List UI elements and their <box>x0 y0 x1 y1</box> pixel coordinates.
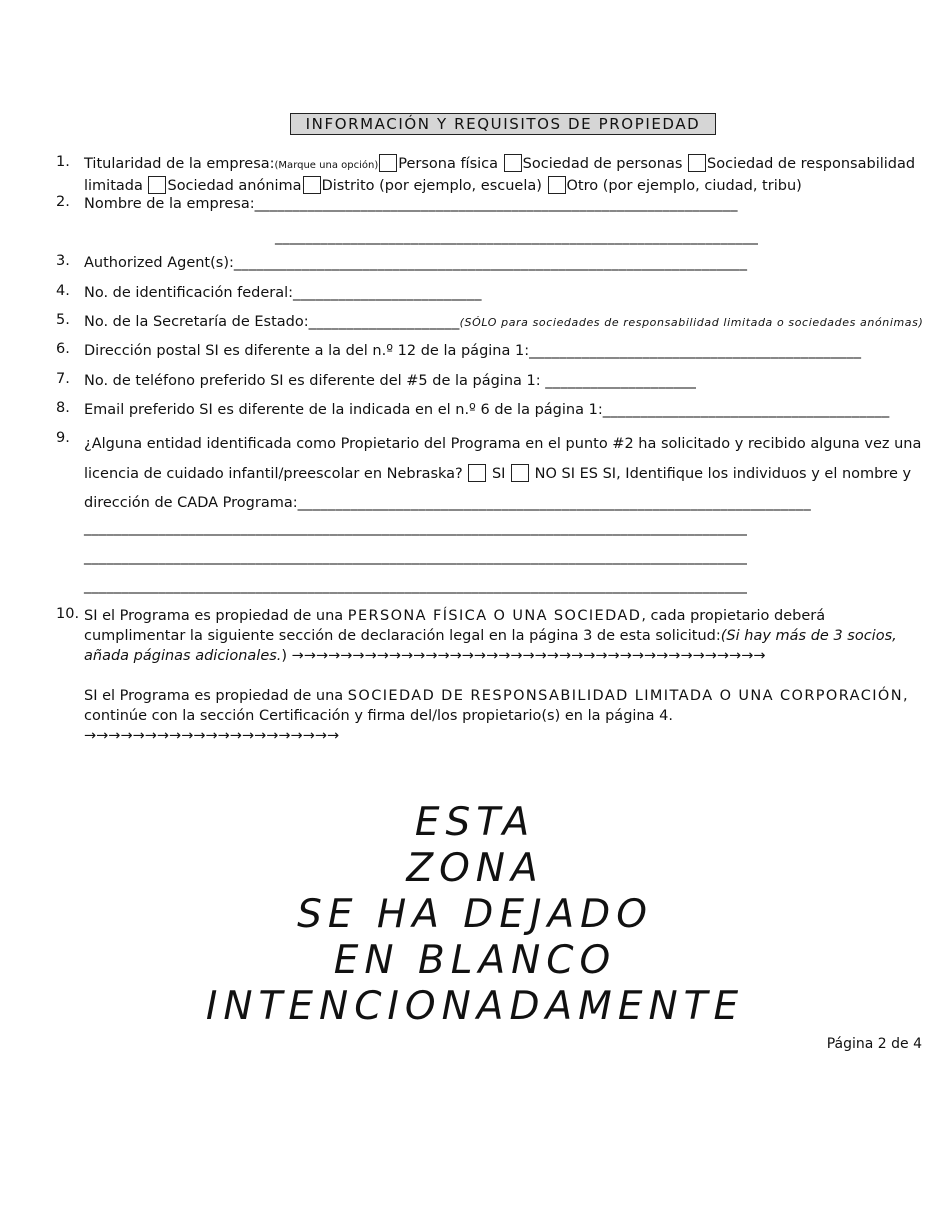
notice-line: INTENCIONADAMENTE <box>205 984 745 1029</box>
sos-note: (SÓLO para sociedades de responsabilidad limitada o sociedades anónimas) <box>459 316 924 329</box>
instruction-text: SI el Programa es propiedad de una <box>84 688 348 704</box>
option-persona-fisica: Persona física <box>398 156 499 172</box>
agent-label: Authorized Agent(s): <box>84 255 234 271</box>
phone-field[interactable]: ____________________ <box>545 373 697 389</box>
mailing-field[interactable]: ____________________________________________ <box>529 343 862 359</box>
notice-line: SE HA DEJADO <box>297 892 653 937</box>
option-sociedad-personas: Sociedad de personas <box>522 156 683 172</box>
item-number: 2. <box>56 194 70 210</box>
federal-id-label: No. de identificación federal: <box>84 285 294 301</box>
option-otro: Otro (por ejemplo, ciudad, tribu) <box>566 178 802 194</box>
federal-id-field[interactable]: _________________________ <box>293 285 482 301</box>
item-number: 1. <box>56 154 70 170</box>
item-federal-id <box>56 283 926 303</box>
checkbox-llc[interactable] <box>688 154 706 172</box>
program-line-3[interactable]: _________________________________________________________________________________________ <box>84 578 748 594</box>
page-number: Página 2 de 4 <box>826 1036 922 1052</box>
checkbox-distrito[interactable] <box>303 176 321 194</box>
ownership-label: Titularidad de la empresa: <box>84 156 275 172</box>
option-si: SI <box>491 465 506 482</box>
instruction-caps: PERSONA FÍSICA O UNA SOCIEDAD <box>347 608 642 624</box>
item-email <box>56 400 926 420</box>
notice-line: EN BLANCO <box>333 938 617 983</box>
business-name-field-2[interactable]: ________________________________________________________________ <box>275 229 759 245</box>
item-number: 8. <box>56 400 70 416</box>
item-authorized-agent <box>56 253 926 273</box>
blank-area-notice <box>0 800 950 1030</box>
program-address-field[interactable]: ____________________________________________________________________ <box>297 495 812 511</box>
item-number: 4. <box>56 283 70 299</box>
instruction-llc <box>84 686 920 726</box>
item-number: 6. <box>56 341 70 357</box>
business-name-label: Nombre de la empresa: <box>84 196 255 212</box>
instruction-individual <box>84 606 920 666</box>
item-number: 7. <box>56 371 70 387</box>
program-address-label: dirección de CADA Programa: <box>84 495 298 511</box>
checkbox-no[interactable] <box>511 464 529 482</box>
section-title: INFORMACIÓN Y REQUISITOS DE PROPIEDAD <box>290 113 716 135</box>
checkbox-persona-fisica[interactable] <box>379 154 397 172</box>
program-line-1[interactable]: _________________________________________________________________________________________ <box>84 520 748 536</box>
prior-license-question-cont: licencia de cuidado infantil/preescolar en Nebraska? <box>84 465 463 482</box>
option-no: NO SI ES SI, Identifique los individuos y el nombre y <box>534 465 912 482</box>
checkbox-otro[interactable] <box>548 176 566 194</box>
notice-line: ZONA <box>406 846 544 891</box>
item-ownership-instructions <box>56 606 926 746</box>
business-name-field[interactable]: ________________________________________________________________ <box>254 196 738 212</box>
item-number: 3. <box>56 253 70 269</box>
option-distrito: Distrito (por ejemplo, escuela) <box>321 178 542 194</box>
item-business-ownership <box>56 154 926 196</box>
email-field[interactable]: ______________________________________ <box>602 402 890 418</box>
prior-license-question: ¿Alguna entidad identificada como Propietario del Programa en el punto #2 ha solicitado y recibido alguna vez una <box>84 436 922 452</box>
sos-label: No. de la Secretaría de Estado: <box>84 314 309 330</box>
checkbox-si[interactable] <box>468 464 486 482</box>
mailing-label: Dirección postal SI es diferente a la del n.º 12 de la página 1: <box>84 343 530 359</box>
item-number: 10. <box>56 606 80 622</box>
instruction-arrows-2: →→→→→→→→→→→→→→→→→→→→→ <box>84 728 340 744</box>
item-prior-license <box>56 430 926 519</box>
ownership-hint: (Marque una opción) <box>274 160 379 171</box>
item-phone <box>56 371 926 391</box>
item-secretary-of-state <box>56 312 926 333</box>
option-llc-cont: limitada <box>84 178 143 194</box>
instruction-italic: (Si hay más de 3 socios, añada páginas adicionales. <box>84 628 897 664</box>
item-number: 5. <box>56 312 70 328</box>
email-label: Email preferido SI es diferente de la indicada en el n.º 6 de la página 1: <box>84 402 603 418</box>
item-mailing-address <box>56 341 926 361</box>
item-number: 9. <box>56 430 70 446</box>
instruction-text: SI el Programa es propiedad de una <box>84 608 348 624</box>
checkbox-sociedad-personas[interactable] <box>504 154 522 172</box>
instruction-text-2: , continúe con la sección Certificación y firma del/los propietario(s) en la página 4. <box>84 688 908 724</box>
program-line-2[interactable]: _________________________________________________________________________________________ <box>84 549 748 565</box>
instruction-caps: SOCIEDAD DE RESPONSABILIDAD LIMITADA O UNA CORPORACIÓN <box>347 688 903 704</box>
item-business-name <box>56 194 926 214</box>
instruction-text-2: , cada propietario deberá cumplimentar la siguiente sección de declaración legal en la página 3 de esta solicitud: <box>84 608 826 644</box>
phone-label: No. de teléfono preferido SI es diferente del #5 de la página 1: <box>84 373 546 389</box>
sos-field[interactable]: ____________________ <box>308 314 460 330</box>
notice-line: ESTA <box>414 800 536 845</box>
agent-field[interactable]: ____________________________________________________________________ <box>233 255 748 271</box>
instruction-arrows: ) →→→→→→→→→→→→→→→→→→→→→→→→→→→→→→→→→→→→→→→ <box>281 648 766 664</box>
checkbox-sociedad-anonima[interactable] <box>148 176 166 194</box>
option-llc: Sociedad de responsabilidad <box>707 156 916 172</box>
option-sociedad-anonima: Sociedad anónima <box>167 178 302 194</box>
